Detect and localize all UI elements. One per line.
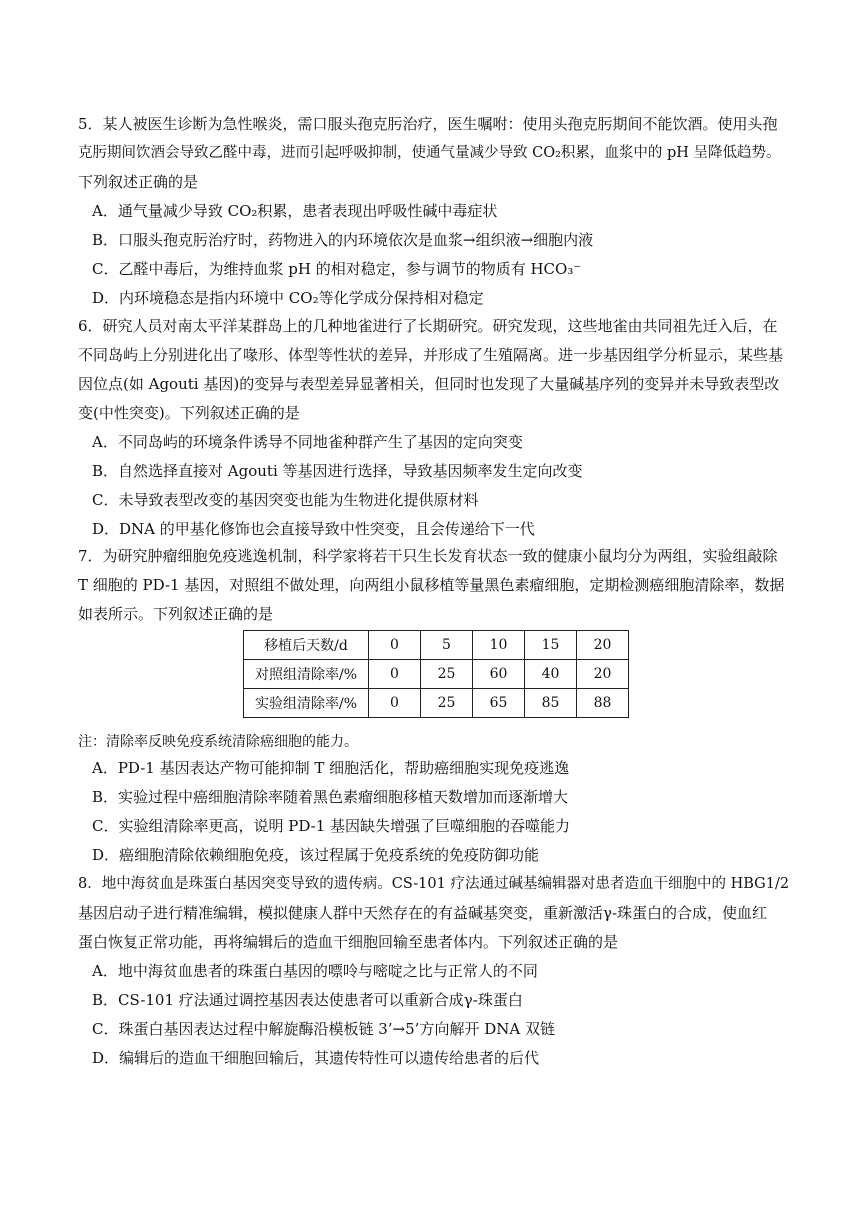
question-7-option-d: D．癌细胞清除依赖细胞免疫，该过程属于免疫系统的免疫防御功能 (92, 846, 540, 864)
table-cell: 60 (473, 660, 525, 689)
table-cell: 0 (369, 631, 421, 660)
question-6-stem-line: 变(中性突变)。下列叙述正确的是 (78, 404, 300, 422)
question-5 (78, 110, 794, 313)
question-7 (78, 542, 794, 629)
question-8-stem-line: 8．地中海贫血是珠蛋白基因突变导致的遗传病。CS-101 疗法通过碱基编辑器对患者造血干细胞中的 HBG1/2 (78, 876, 790, 892)
question-8-option-c: C．珠蛋白基因表达过程中解旋酶沿模板链 3’→5’方向解开 DNA 双链 (92, 1020, 555, 1038)
table-cell: 25 (421, 660, 473, 689)
table-cell: 40 (525, 660, 577, 689)
question-5-option-a: A．通气量减少导致 CO₂积累，患者表现出呼吸性碱中毒症状 (92, 202, 498, 220)
question-8-option-b: B．CS-101 疗法通过调控基因表达使患者可以重新合成γ-珠蛋白 (92, 991, 523, 1009)
question-7-option-c: C．实验组清除率更高，说明 PD-1 基因缺失增强了巨噬细胞的吞噬能力 (92, 817, 571, 835)
table-row (244, 631, 629, 660)
table-note: 注：清除率反映免疫系统清除癌细胞的能力。 (78, 734, 358, 750)
table-cell: 20 (577, 660, 629, 689)
question-5-stem-line: 克肟期间饮酒会导致乙醛中毒，进而引起呼吸抑制，使通气量减少导致 CO₂积累，血浆中的 pH 呈降低趋势。 (78, 145, 781, 161)
question-7-stem-line: T 细胞的 PD-1 基因，对照组不做处理，向两组小鼠移植等量黑色素瘤细胞，定期检测癌细胞清除率，数据 (78, 576, 785, 594)
table-row (244, 689, 629, 718)
question-5-stem-line: 5．某人被医生诊断为急性喉炎，需口服头孢克肟治疗，医生嘱咐：使用头孢克肟期间不能饮酒。使用头孢 (78, 115, 778, 133)
question-6-option-b: B．自然选择直接对 Agouti 等基因进行选择，导致基因频率发生定向改变 (92, 462, 583, 480)
question-7-option-a: A．PD-1 基因表达产物可能抑制 T 细胞活化，帮助癌细胞实现免疫逃逸 (92, 759, 570, 777)
question-8-option-a: A．地中海贫血患者的珠蛋白基因的嘌呤与嘧啶之比与正常人的不同 (92, 962, 538, 980)
table-cell: 5 (421, 631, 473, 660)
table-cell: 实验组清除率/% (244, 689, 369, 718)
table-cell: 15 (525, 631, 577, 660)
question-6-option-a: A．不同岛屿的环境条件诱导不同地雀种群产生了基因的定向突变 (92, 433, 523, 451)
table-cell: 20 (577, 631, 629, 660)
question-7-stem-line: 如表所示。下列叙述正确的是 (78, 605, 274, 623)
table-cell: 移植后天数/d (244, 631, 369, 660)
table-cell: 85 (525, 689, 577, 718)
question-6-option-d: D．DNA 的甲基化修饰也会直接导致中性突变，且会传递给下一代 (92, 520, 535, 538)
clearance-rate-table (243, 630, 629, 718)
question-8-option-d: D．编辑后的造血干细胞回输后，其遗传特性可以遗传给患者的后代 (92, 1049, 540, 1067)
question-8 (78, 870, 794, 1073)
question-7-option-b: B．实验过程中癌细胞清除率随着黑色素瘤细胞移植天数增加而逐渐增大 (92, 788, 569, 806)
question-7-options (78, 754, 794, 870)
question-8-stem-line: 基因启动子进行精准编辑，模拟健康人群中天然存在的有益碱基突变，重新激活γ-珠蛋白的合成，使血红 (78, 904, 768, 922)
table-cell: 65 (473, 689, 525, 718)
question-5-option-c: C．乙醛中毒后，为维持血浆 pH 的相对稳定，参与调节的物质有 HCO₃⁻ (92, 260, 582, 278)
table-cell: 88 (577, 689, 629, 718)
question-5-stem-line: 下列叙述正确的是 (78, 173, 199, 191)
table-cell: 0 (369, 660, 421, 689)
table-cell: 对照组清除率/% (244, 660, 369, 689)
question-5-option-b: B．口服头孢克肟治疗时，药物进入的内环境依次是血浆→组织液→细胞内液 (92, 231, 594, 249)
table-cell: 0 (369, 689, 421, 718)
table-cell: 25 (421, 689, 473, 718)
table-row (244, 660, 629, 689)
question-6-stem-line: 6．研究人员对南太平洋某群岛上的几种地雀进行了长期研究。研究发现，这些地雀由共同祖先迁入后，在 (78, 317, 778, 335)
question-6-stem-line: 因位点(如 Agouti 基因)的变异与表型差异显著相关，但同时也发现了大量碱基序列的变异并未导致表型改 (78, 375, 780, 393)
question-6-option-c: C．未导致表型改变的基因突变也能为生物进化提供原材料 (92, 491, 479, 509)
question-5-option-d: D．内环境稳态是指内环境中 CO₂等化学成分保持相对稳定 (92, 289, 484, 307)
table-cell: 10 (473, 631, 525, 660)
question-8-stem-line: 蛋白恢复正常功能，再将编辑后的造血干细胞回输至患者体内。下列叙述正确的是 (78, 933, 619, 951)
question-6-stem-line: 不同岛屿上分别进化出了喙形、体型等性状的差异，并形成了生殖隔离。进一步基因组学分析显示，某些基 (78, 346, 784, 364)
question-7-stem-line: 7．为研究肿瘤细胞免疫逃逸机制，科学家将若干只生长发育状态一致的健康小鼠均分为两组，实验组敲除 (78, 547, 778, 565)
question-6 (78, 312, 794, 544)
